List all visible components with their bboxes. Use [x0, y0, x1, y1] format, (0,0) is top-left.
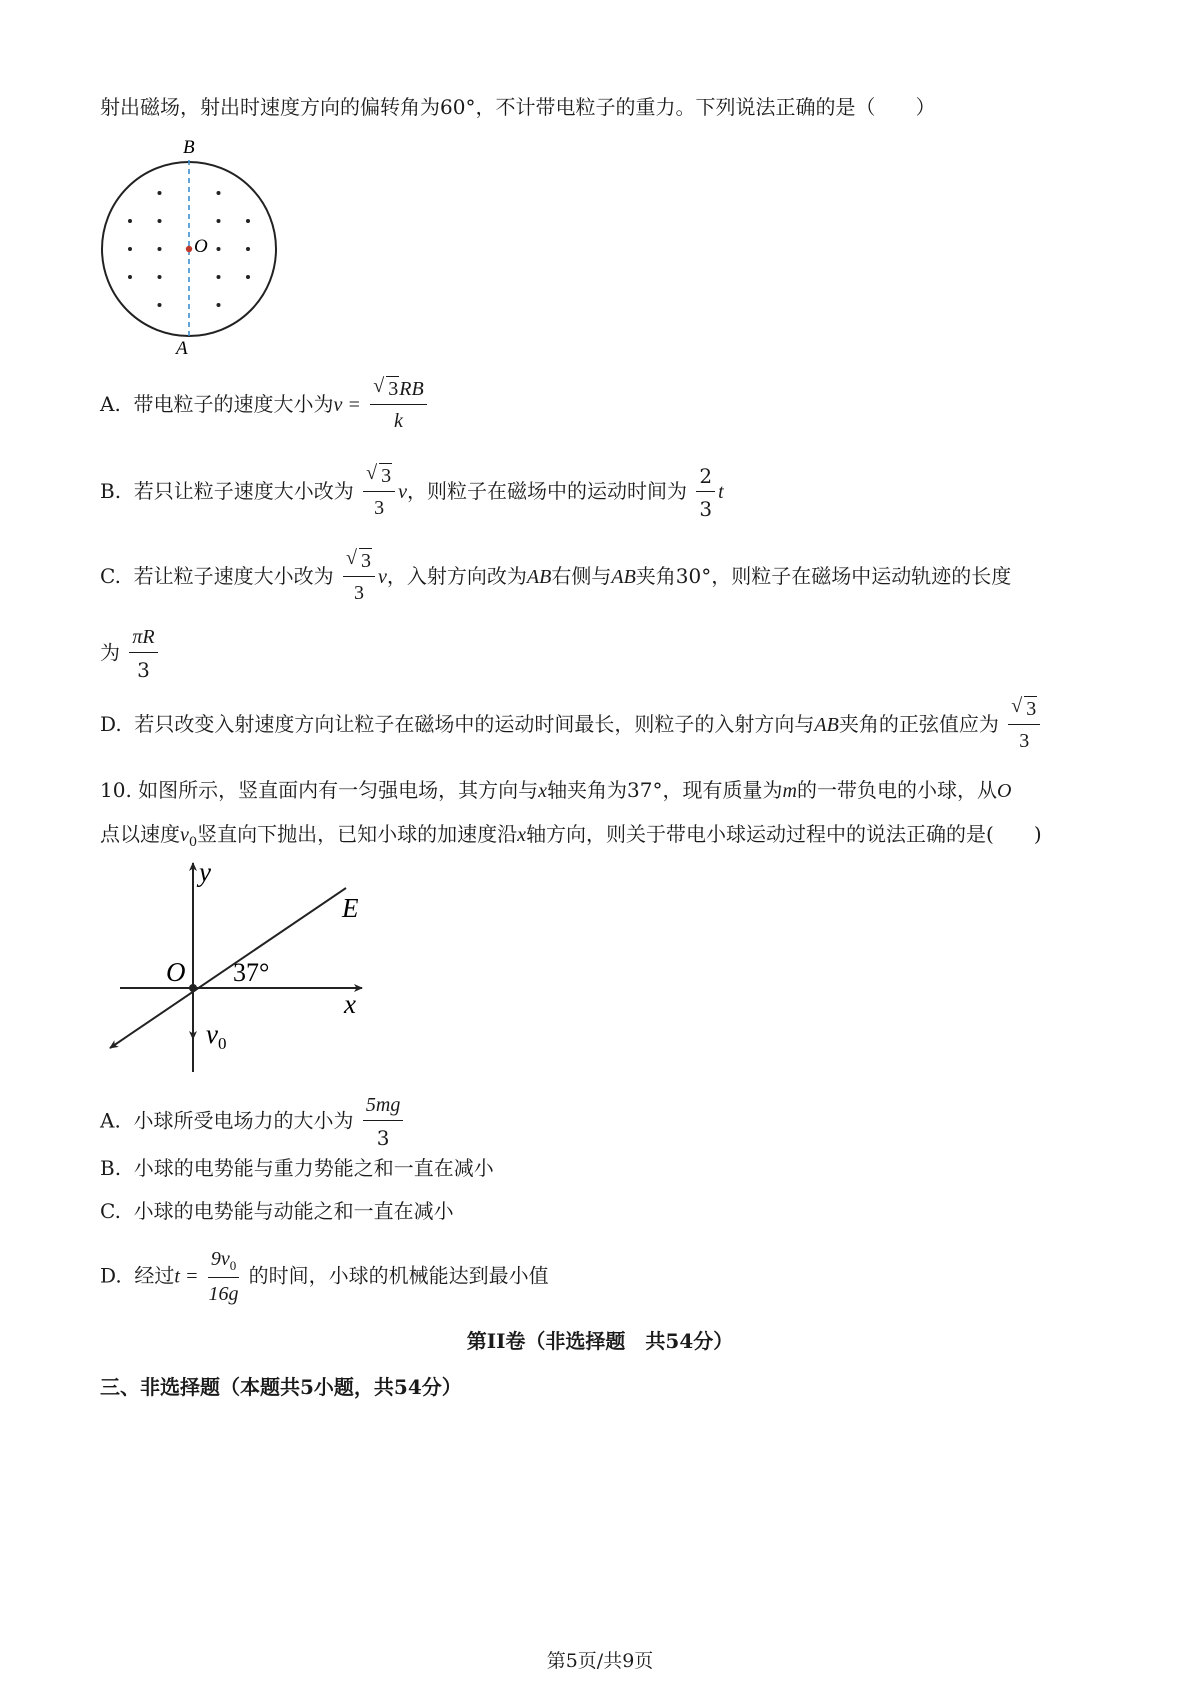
field-line-e — [110, 888, 346, 1048]
denominator: 3 — [1019, 730, 1030, 752]
numerator: 2 — [696, 464, 715, 492]
stem-text: 10. 如图所示，竖直面内有一匀强电场，其方向与 — [100, 778, 539, 802]
option-text: 经过 — [134, 1263, 175, 1288]
denominator: 3 — [699, 497, 713, 521]
var-v: v — [180, 824, 189, 846]
numerator-rest: RB — [399, 378, 424, 400]
question-10-line-1 — [100, 780, 1011, 801]
segment-ab: AB — [526, 566, 552, 588]
electric-field-figure — [100, 855, 380, 1080]
stem-text: 轴方向，则关于带电小球运动过程中的说法正确的是( ) — [526, 822, 1042, 846]
fraction: √ 3 3 — [363, 465, 395, 520]
option-text: 若让粒子速度大小改为 — [133, 564, 334, 588]
question-10-line-2 — [100, 824, 1042, 849]
stem-text: 轴夹角为37°，现有质量为 — [547, 778, 783, 802]
subscript: 0 — [188, 835, 198, 850]
field-dot — [217, 275, 221, 279]
label-angle: 37° — [233, 958, 270, 987]
var-v: v — [398, 481, 408, 503]
denominator: 3 — [137, 658, 150, 682]
option-label: A. — [100, 392, 121, 416]
option-text: 夹角的正弦值应为 — [838, 712, 999, 736]
option-label: C. — [100, 564, 121, 588]
field-dot — [158, 275, 162, 279]
sqrt-radicand: 3 — [361, 550, 372, 572]
option-10b — [100, 1158, 494, 1178]
option-9d — [100, 695, 1043, 753]
field-dot — [217, 303, 221, 307]
option-label: B. — [100, 1156, 122, 1180]
label-y: y — [199, 857, 211, 887]
label-b: B — [183, 137, 195, 158]
numerator: 9v — [210, 1248, 230, 1270]
option-9b — [100, 464, 724, 521]
label-x: x — [344, 989, 356, 1019]
option-text: 若只改变入射速度方向让粒子在磁场中的运动时间最长，则粒子的入射方向与 — [134, 712, 815, 736]
option-9c-continued — [100, 626, 161, 682]
field-dot — [217, 191, 221, 195]
field-dot — [128, 219, 132, 223]
fraction: √ 3 3 — [1008, 698, 1040, 753]
fraction — [363, 1094, 403, 1150]
option-label: A. — [100, 1108, 121, 1133]
option-9c — [100, 547, 1012, 605]
stem-text: 的一带负电的小球，从 — [796, 778, 997, 802]
sqrt-radicand: 3 — [388, 378, 399, 400]
denominator: 3 — [374, 497, 385, 519]
question-intro-line: 射出磁场，射出时速度方向的偏转角为60°，不计带电粒子的重力。下列说法正确的是（ ） — [100, 95, 936, 119]
label-o: O — [166, 957, 186, 987]
field-dot — [128, 275, 132, 279]
page-footer: 第5页/共9页 — [546, 1650, 654, 1672]
fraction — [696, 464, 715, 521]
option-text: 带电粒子的速度大小为 — [133, 392, 334, 416]
label-v0: $v_0$ — [206, 1019, 227, 1053]
option-text: 的时间，小球的机械能达到最小值 — [248, 1263, 549, 1288]
var-x: x — [538, 780, 548, 802]
denominator: k — [394, 410, 403, 432]
fraction — [208, 1248, 239, 1306]
math-lhs: t = — [174, 1265, 199, 1288]
option-10d — [100, 1248, 549, 1306]
stem-text: 点以速度 — [100, 822, 180, 846]
var-o: O — [996, 780, 1012, 802]
option-text: 夹角30°，则粒子在磁场中运动轨迹的长度 — [635, 564, 1012, 588]
denominator: 3 — [354, 582, 365, 604]
stem-text: 竖直向下抛出，已知小球的加速度沿 — [197, 822, 518, 846]
option-10c — [100, 1201, 454, 1221]
var-t: t — [718, 481, 724, 503]
option-text: 小球所受电场力的大小为 — [133, 1108, 354, 1133]
fraction: √ 3RB k — [370, 378, 426, 433]
option-9a — [100, 375, 430, 433]
field-dot — [217, 219, 221, 223]
label-a: A — [176, 338, 188, 359]
option-10a — [100, 1094, 406, 1150]
field-dot — [246, 219, 250, 223]
numerator: 5mg — [363, 1094, 403, 1121]
fraction: √ 3 3 — [343, 550, 375, 605]
field-dot — [158, 191, 162, 195]
field-dot — [217, 247, 221, 251]
var-v: v — [378, 566, 387, 588]
option-text: ，入射方向改为 — [386, 564, 527, 588]
magnetic-field-figure — [96, 132, 286, 364]
denominator: 3 — [376, 1126, 390, 1150]
origin-point — [189, 984, 197, 992]
fraction — [129, 626, 157, 682]
math-lhs: v = — [333, 394, 361, 416]
segment-ab: AB — [611, 566, 636, 588]
numerator: πR — [129, 626, 157, 653]
option-text: 为 — [100, 640, 120, 665]
option-label: B. — [100, 479, 122, 503]
sqrt-radicand: 3 — [1026, 698, 1037, 720]
option-text: ，则粒子在磁场中的运动时间为 — [407, 479, 688, 503]
option-label: D. — [100, 712, 122, 736]
segment-ab: AB — [814, 714, 839, 736]
section-title: 第II卷（非选择题 共54分） — [466, 1329, 734, 1353]
option-text: 若只让粒子速度大小改为 — [133, 479, 354, 503]
field-dot — [128, 247, 132, 251]
option-text: 右侧与 — [551, 564, 612, 588]
label-o: O — [194, 236, 208, 257]
label-e: E — [342, 893, 359, 923]
section-3-title: 三、非选择题（本题共5小题，共54分） — [100, 1375, 462, 1399]
field-dot — [158, 247, 162, 251]
field-dot — [158, 219, 162, 223]
field-dot — [246, 247, 250, 251]
field-dot — [246, 275, 250, 279]
var-x: x — [517, 824, 527, 846]
sqrt-radicand: 3 — [381, 465, 392, 487]
option-label: C. — [100, 1199, 121, 1223]
denominator: 16g — [208, 1283, 239, 1305]
subscript: 0 — [229, 1258, 237, 1273]
option-text: 小球的电势能与重力势能之和一直在减小 — [133, 1156, 494, 1180]
var-m: m — [782, 780, 797, 802]
option-text: 小球的电势能与动能之和一直在减小 — [133, 1199, 454, 1223]
field-dot — [158, 303, 162, 307]
option-label: D. — [100, 1263, 122, 1288]
center-point — [186, 246, 192, 252]
